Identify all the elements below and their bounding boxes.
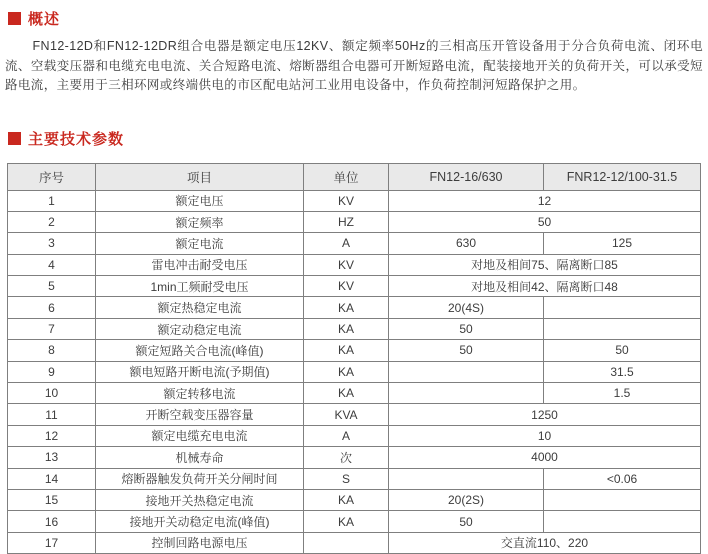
cell-item: 1min工频耐受电压 <box>96 276 304 297</box>
cell-value: 50 <box>389 318 544 339</box>
cell-unit: S <box>304 468 389 489</box>
cell-serial: 17 <box>8 532 96 553</box>
cell-value: 1.5 <box>544 383 701 404</box>
parameters-section-title: 主要技术参数 <box>28 128 124 149</box>
cell-value <box>544 297 701 318</box>
cell-item: 机械寿命 <box>96 447 304 468</box>
cell-unit: KVA <box>304 404 389 425</box>
cell-item: 额定频率 <box>96 211 304 232</box>
cell-value: 20(2S) <box>389 489 544 510</box>
header-model-2: FNR12-12/100-31.5 <box>544 163 701 190</box>
cell-item: 接地开关热稳定电流 <box>96 489 304 510</box>
cell-serial: 8 <box>8 340 96 361</box>
cell-item: 额定热稳定电流 <box>96 297 304 318</box>
cell-serial: 10 <box>8 383 96 404</box>
cell-value: 10 <box>389 425 701 446</box>
cell-unit: KV <box>304 254 389 275</box>
cell-value: 1250 <box>389 404 701 425</box>
cell-value: 对地及相间42、隔离断口48 <box>389 276 701 297</box>
table-header-row <box>8 163 701 190</box>
cell-serial: 16 <box>8 511 96 532</box>
table-row <box>8 511 701 532</box>
cell-serial: 9 <box>8 361 96 382</box>
header-model-1: FN12-16/630 <box>389 163 544 190</box>
cell-item: 雷电冲击耐受电压 <box>96 254 304 275</box>
cell-value <box>544 489 701 510</box>
cell-serial: 14 <box>8 468 96 489</box>
cell-value: 20(4S) <box>389 297 544 318</box>
cell-value: 31.5 <box>544 361 701 382</box>
cell-unit: KV <box>304 190 389 211</box>
cell-item: 额电短路开断电流(予期值) <box>96 361 304 382</box>
cell-value <box>544 318 701 339</box>
cell-unit: KV <box>304 276 389 297</box>
cell-unit: KA <box>304 361 389 382</box>
cell-serial: 7 <box>8 318 96 339</box>
cell-serial: 6 <box>8 297 96 318</box>
table-row <box>8 318 701 339</box>
cell-serial: 12 <box>8 425 96 446</box>
table-row <box>8 233 701 254</box>
cell-value: 12 <box>389 190 701 211</box>
table-row <box>8 468 701 489</box>
cell-value: 交直流110、220 <box>389 532 701 553</box>
cell-unit: KA <box>304 340 389 361</box>
cell-item: 额定短路关合电流(峰值) <box>96 340 304 361</box>
cell-value <box>544 511 701 532</box>
cell-item: 额定转移电流 <box>96 383 304 404</box>
cell-serial: 2 <box>8 211 96 232</box>
cell-value: 630 <box>389 233 544 254</box>
cell-unit: KA <box>304 297 389 318</box>
overview-section-header <box>8 0 708 29</box>
cell-item: 熔断器触发负荷开关分闸时间 <box>96 468 304 489</box>
cell-unit <box>304 532 389 553</box>
cell-item: 控制回路电源电压 <box>96 532 304 553</box>
parameters-section-header <box>8 128 708 149</box>
header-item: 项目 <box>96 163 304 190</box>
cell-value: 50 <box>389 511 544 532</box>
table-row <box>8 425 701 446</box>
cell-unit: KA <box>304 489 389 510</box>
cell-value: 50 <box>389 211 701 232</box>
cell-value: <0.06 <box>544 468 701 489</box>
cell-value <box>389 383 544 404</box>
red-square-bullet-icon <box>8 132 21 145</box>
cell-serial: 5 <box>8 276 96 297</box>
cell-item: 额定电流 <box>96 233 304 254</box>
cell-value: 125 <box>544 233 701 254</box>
parameters-table-body <box>8 190 701 554</box>
table-row <box>8 340 701 361</box>
cell-item: 额定动稳定电流 <box>96 318 304 339</box>
table-row <box>8 489 701 510</box>
cell-unit: KA <box>304 511 389 532</box>
table-row <box>8 276 701 297</box>
table-row <box>8 404 701 425</box>
header-serial: 序号 <box>8 163 96 190</box>
cell-serial: 13 <box>8 447 96 468</box>
cell-serial: 15 <box>8 489 96 510</box>
cell-unit: KA <box>304 318 389 339</box>
cell-serial: 11 <box>8 404 96 425</box>
table-row <box>8 297 701 318</box>
table-row <box>8 383 701 404</box>
cell-value: 50 <box>389 340 544 361</box>
cell-unit: A <box>304 233 389 254</box>
cell-serial: 4 <box>8 254 96 275</box>
table-row <box>8 190 701 211</box>
cell-unit: KA <box>304 383 389 404</box>
cell-value: 对地及相间75、隔离断口85 <box>389 254 701 275</box>
cell-value: 50 <box>544 340 701 361</box>
table-row <box>8 447 701 468</box>
table-row <box>8 532 701 553</box>
cell-item: 开断空载变压器容量 <box>96 404 304 425</box>
header-unit: 单位 <box>304 163 389 190</box>
table-row <box>8 361 701 382</box>
cell-item: 额定电压 <box>96 190 304 211</box>
cell-serial: 3 <box>8 233 96 254</box>
cell-unit: A <box>304 425 389 446</box>
cell-value <box>389 361 544 382</box>
cell-serial: 1 <box>8 190 96 211</box>
cell-unit: HZ <box>304 211 389 232</box>
table-row <box>8 254 701 275</box>
red-square-bullet-icon <box>8 12 21 25</box>
overview-section-title: 概述 <box>28 8 60 29</box>
overview-paragraph: FN12-12D和FN12-12DR组合电器是额定电压12KV、额定频率50Hz的三相高压开管设备用于分合负荷电流、闭环电流、空载变压器和电缆充电电流、关合短路电流、熔断器组合电器可开断短路电流，配装接地开关的负荷开关，可以承受短路电流，主要用于三相环网或终端供电的市区配电站河工业用电设备中，作负荷控制河短路保护之用。 <box>5 37 703 96</box>
cell-item: 接地开关动稳定电流(峰值) <box>96 511 304 532</box>
parameters-table <box>7 163 701 554</box>
table-row <box>8 211 701 232</box>
cell-item: 额定电缆充电电流 <box>96 425 304 446</box>
cell-value: 4000 <box>389 447 701 468</box>
cell-value <box>389 468 544 489</box>
cell-unit: 次 <box>304 447 389 468</box>
